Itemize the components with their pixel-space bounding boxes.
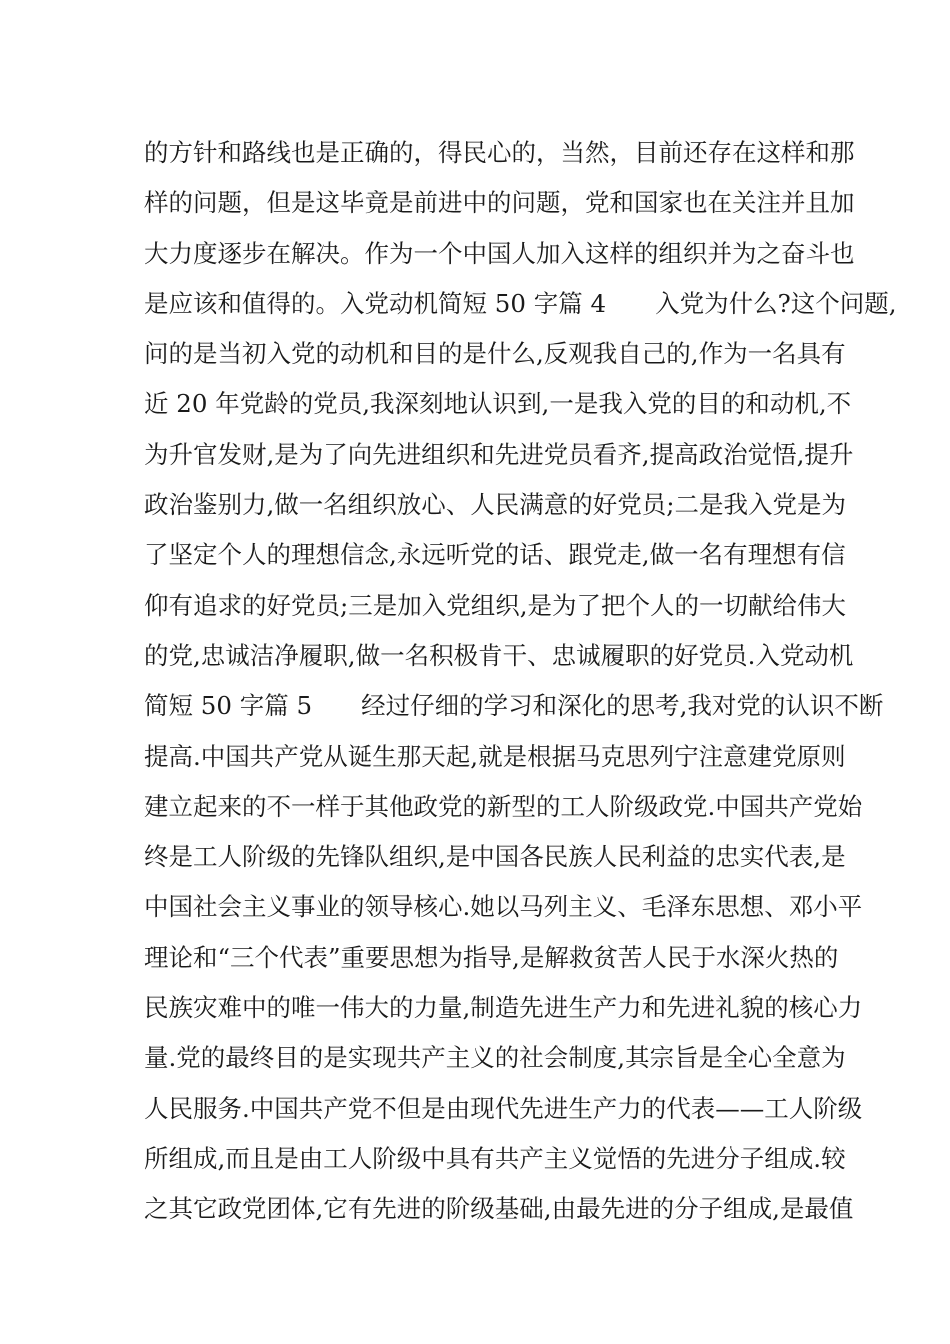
text-line: 之其它政党团体,它有先进的阶级基础,由最先进的分子组成,是最值 bbox=[144, 1194, 854, 1224]
text-line: 近 20 年党龄的党员,我深刻地认识到,一是我入党的目的和动机,不 bbox=[144, 389, 852, 419]
text-line: 的党,忠诚洁净履职,做一名积极肯干、忠诚履职的好党员.入党动机 bbox=[144, 640, 854, 670]
text-line: 量.党的最终目的是实现共产主义的社会制度,其宗旨是全心全意为 bbox=[144, 1043, 846, 1073]
text-line: 民族灾难中的唯一伟大的力量,制造先进生产力和先进礼貌的核心力 bbox=[144, 993, 863, 1023]
text-line: 问的是当初入党的动机和目的是什么,反观我自己的,作为一名具有 bbox=[144, 339, 846, 369]
text-line: 的方针和路线也是正确的，得民心的，当然，目前还存在这样和那 bbox=[144, 138, 855, 167]
text-line: 所组成,而且是由工人阶级中具有共产主义觉悟的先进分子组成.较 bbox=[144, 1143, 846, 1173]
text-line: 终是工人阶级的先锋队组织,是中国各民族人民利益的忠实代表,是 bbox=[144, 842, 846, 872]
text-line: 大力度逐步在解决。作为一个中国人加入这样的组织并为之奋斗也 bbox=[144, 238, 855, 268]
text-line: 人民服务.中国共产党不但是由现代先进生产力的代表——工人阶级 bbox=[144, 1093, 863, 1123]
text-line: 理论和“三个代表”重要思想为指导,是解救贫苦人民于水深火热的 bbox=[144, 942, 839, 972]
text-line: 提高.中国共产党从诞生那天起,就是根据马克思列宁注意建党原则 bbox=[144, 741, 846, 771]
text-line: 简短 50 字篇 5 经过仔细的学习和深化的思考,我对党的认识不断 bbox=[144, 691, 884, 721]
text-line: 是应该和值得的。入党动机简短 50 字篇 4 入党为什么?这个问题, bbox=[144, 288, 897, 318]
body-text bbox=[144, 128, 897, 1235]
text-line: 政治鉴别力,做一名组织放心、人民满意的好党员;二是我入党是为 bbox=[144, 490, 847, 520]
text-line: 为升官发财,是为了向先进组织和先进党员看齐,提高政治觉悟,提升 bbox=[144, 439, 854, 469]
text-line: 了坚定个人的理想信念,永远听党的话、跟党走,做一名有理想有信 bbox=[144, 540, 846, 570]
text-line: 中国社会主义事业的领导核心.她以马列主义、毛泽东思想、邓小平 bbox=[144, 892, 863, 922]
text-line: 样的问题，但是这毕竟是前进中的问题，党和国家也在关注并且加 bbox=[144, 188, 855, 218]
text-line: 建立起来的不一样于其他政党的新型的工人阶级政党.中国共产党始 bbox=[144, 791, 863, 821]
text-line: 仰有追求的好党员;三是加入党组织,是为了把个人的一切献给伟大 bbox=[144, 590, 847, 620]
